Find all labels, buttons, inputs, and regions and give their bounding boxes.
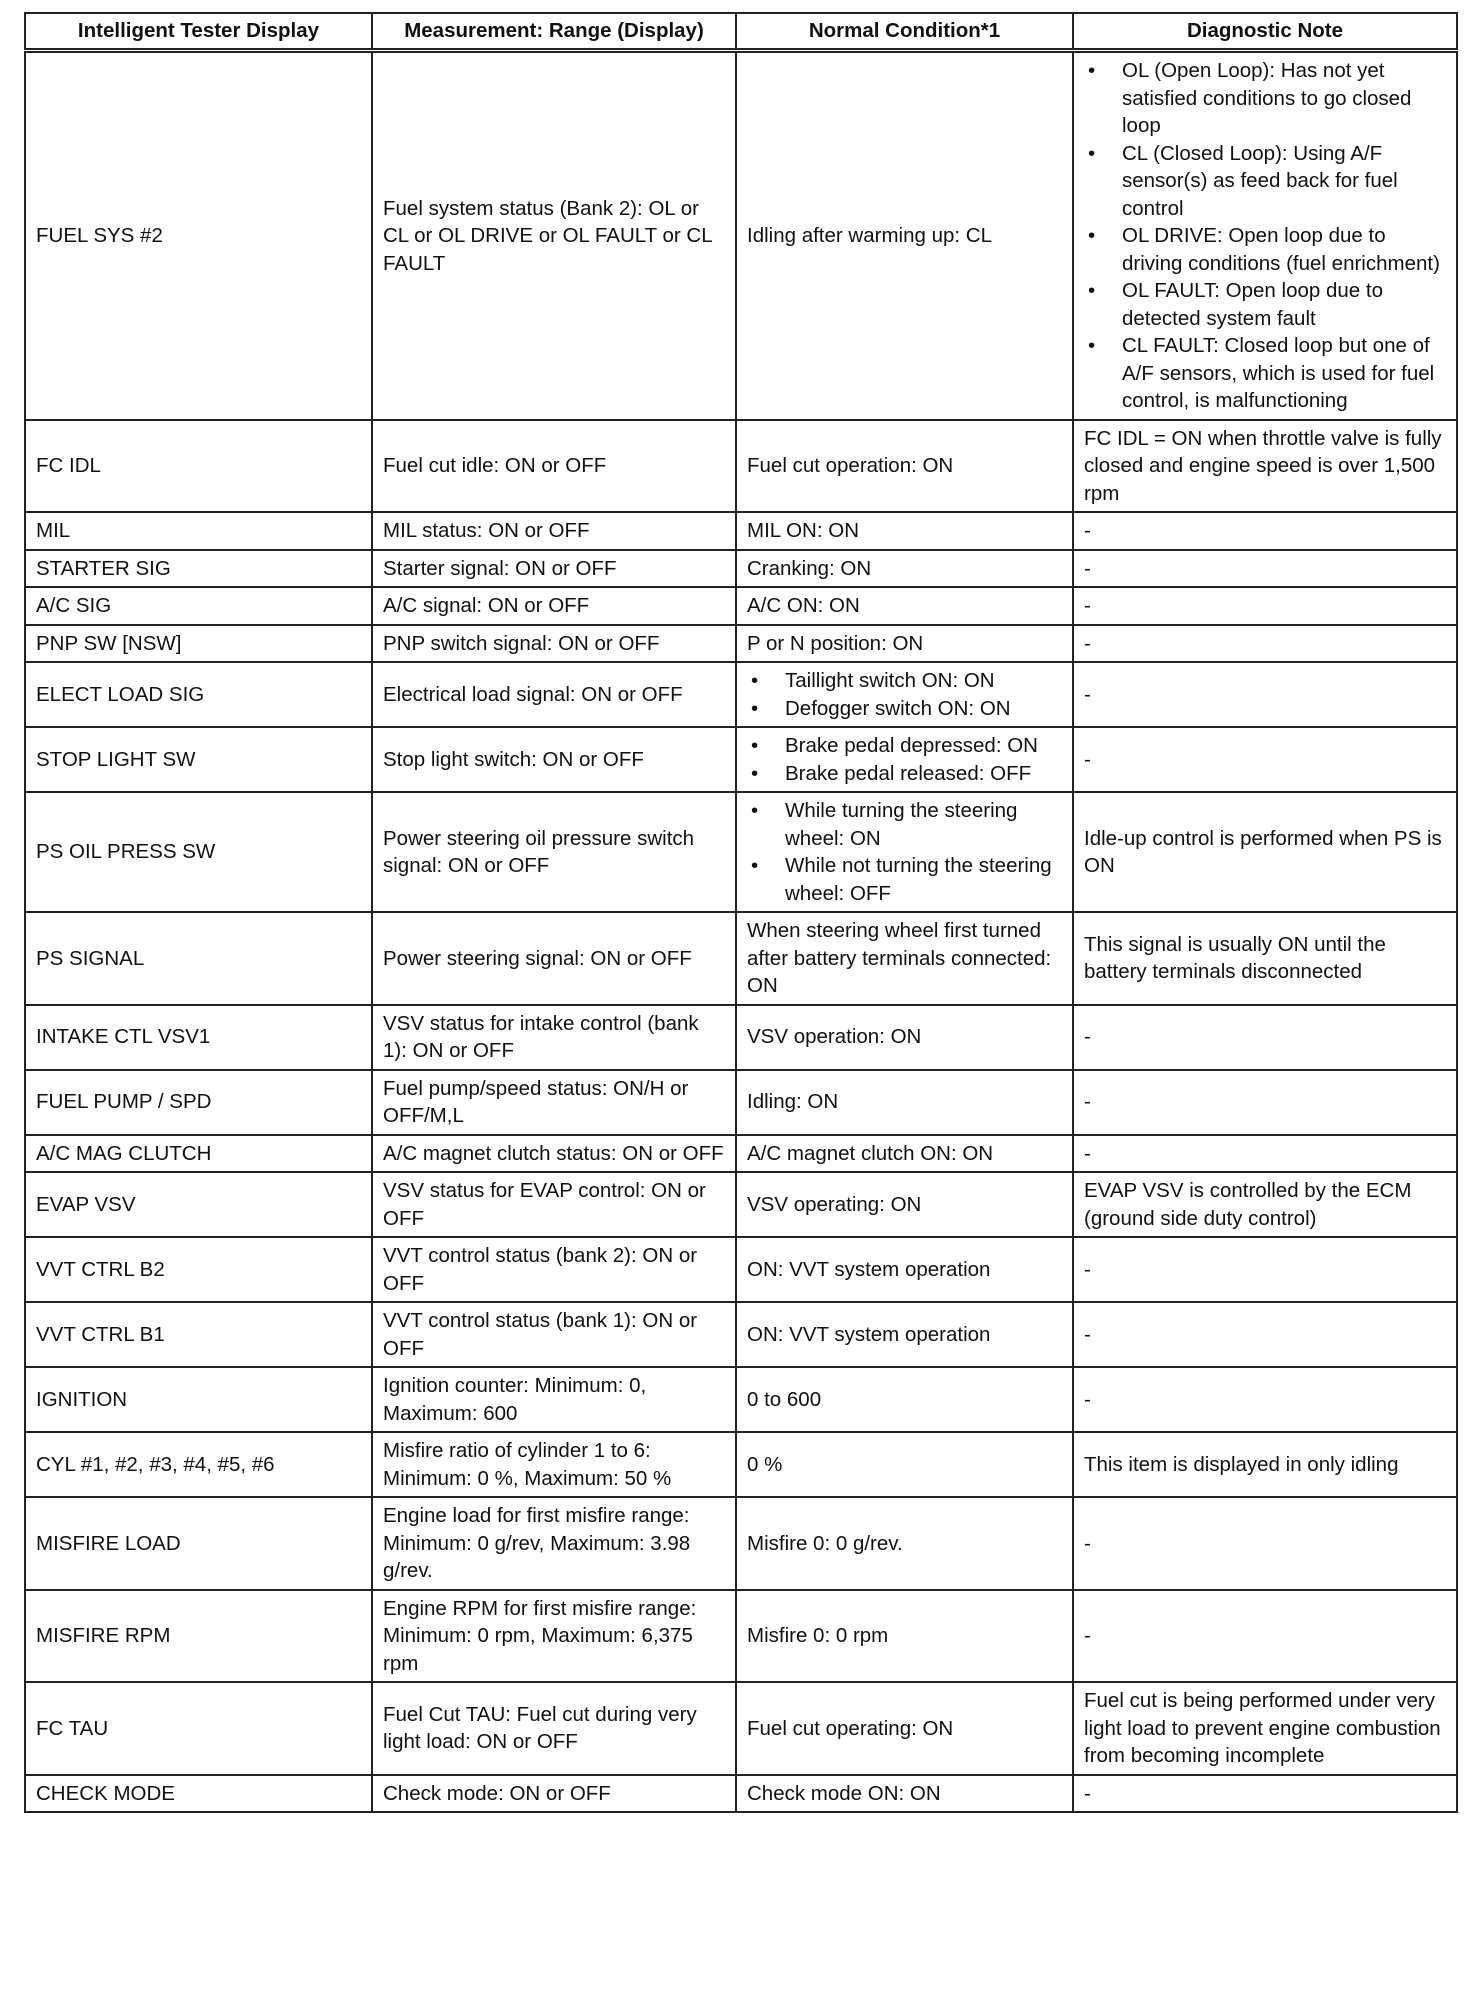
table-row bbox=[25, 1497, 1457, 1590]
cell-measurement-range: Misfire ratio of cylinder 1 to 6: Minimum: 0 %, Maximum: 50 % bbox=[372, 1432, 736, 1497]
cell-tester-display: EVAP VSV bbox=[25, 1172, 372, 1237]
table-row bbox=[25, 1302, 1457, 1367]
cell-diagnostic-note: EVAP VSV is controlled by the ECM (ground side duty control) bbox=[1073, 1172, 1457, 1237]
cell-normal-condition: When steering wheel first turned after battery terminals connected: ON bbox=[736, 912, 1073, 1005]
cell-diagnostic-note: FC IDL = ON when throttle valve is fully closed and engine speed is over 1,500 rpm bbox=[1073, 420, 1457, 513]
cell-diagnostic-note: - bbox=[1073, 1005, 1457, 1070]
cell-tester-display: A/C SIG bbox=[25, 587, 372, 625]
cell-measurement-range: Fuel cut idle: ON or OFF bbox=[372, 420, 736, 513]
cell-measurement-range: Ignition counter: Minimum: 0, Maximum: 600 bbox=[372, 1367, 736, 1432]
cell-normal-condition: VSV operation: ON bbox=[736, 1005, 1073, 1070]
cell-tester-display: ELECT LOAD SIG bbox=[25, 662, 372, 727]
cell-tester-display: FC TAU bbox=[25, 1682, 372, 1775]
cell-measurement-range: Power steering signal: ON or OFF bbox=[372, 912, 736, 1005]
cell-tester-display: IGNITION bbox=[25, 1367, 372, 1432]
table-row bbox=[25, 727, 1457, 792]
cell-measurement-range: VVT control status (bank 2): ON or OFF bbox=[372, 1237, 736, 1302]
cell-measurement-range: Stop light switch: ON or OFF bbox=[372, 727, 736, 792]
cell-normal-condition bbox=[736, 727, 1073, 792]
cell-measurement-range: Fuel system status (Bank 2): OL or CL or OL DRIVE or OL FAULT or CL FAULT bbox=[372, 51, 736, 420]
table-row bbox=[25, 1172, 1457, 1237]
cell-diagnostic-note: - bbox=[1073, 1302, 1457, 1367]
cell-diagnostic-note: - bbox=[1073, 550, 1457, 588]
cell-normal-condition: A/C magnet clutch ON: ON bbox=[736, 1135, 1073, 1173]
cell-measurement-range: Engine RPM for first misfire range: Minimum: 0 rpm, Maximum: 6,375 rpm bbox=[372, 1590, 736, 1683]
header-measurement-range: Measurement: Range (Display) bbox=[372, 13, 736, 51]
cell-measurement-range: VSV status for intake control (bank 1): ON or OFF bbox=[372, 1005, 736, 1070]
cell-measurement-range: Power steering oil pressure switch signal: ON or OFF bbox=[372, 792, 736, 912]
cell-normal-condition: A/C ON: ON bbox=[736, 587, 1073, 625]
cell-diagnostic-note: - bbox=[1073, 1135, 1457, 1173]
cell-tester-display: VVT CTRL B1 bbox=[25, 1302, 372, 1367]
table-row bbox=[25, 912, 1457, 1005]
header-tester-display: Intelligent Tester Display bbox=[25, 13, 372, 51]
cell-measurement-range: VSV status for EVAP control: ON or OFF bbox=[372, 1172, 736, 1237]
table-row bbox=[25, 792, 1457, 912]
bullet-list bbox=[747, 797, 1062, 907]
table-row bbox=[25, 1432, 1457, 1497]
list-item: • Taillight switch ON: ON bbox=[747, 667, 1062, 695]
cell-tester-display: PNP SW [NSW] bbox=[25, 625, 372, 663]
list-item: • OL FAULT: Open loop due to detected system fault bbox=[1084, 277, 1446, 332]
cell-normal-condition: VSV operating: ON bbox=[736, 1172, 1073, 1237]
cell-diagnostic-note: - bbox=[1073, 727, 1457, 792]
cell-measurement-range: Electrical load signal: ON or OFF bbox=[372, 662, 736, 727]
cell-tester-display: PS SIGNAL bbox=[25, 912, 372, 1005]
table-row bbox=[25, 1590, 1457, 1683]
table-row bbox=[25, 1682, 1457, 1775]
cell-tester-display: CYL #1, #2, #3, #4, #5, #6 bbox=[25, 1432, 372, 1497]
cell-normal-condition: Misfire 0: 0 g/rev. bbox=[736, 1497, 1073, 1590]
list-item: • CL FAULT: Closed loop but one of A/F sensors, which is used for fuel control, is malfunctioning bbox=[1084, 332, 1446, 415]
cell-diagnostic-note: - bbox=[1073, 1775, 1457, 1813]
table-row bbox=[25, 662, 1457, 727]
table-row bbox=[25, 1775, 1457, 1813]
list-item: • While turning the steering wheel: ON bbox=[747, 797, 1062, 852]
bullet-list bbox=[747, 667, 1062, 722]
table-row bbox=[25, 625, 1457, 663]
cell-normal-condition: MIL ON: ON bbox=[736, 512, 1073, 550]
table-row bbox=[25, 512, 1457, 550]
list-item: • CL (Closed Loop): Using A/F sensor(s) as feed back for fuel control bbox=[1084, 140, 1446, 223]
cell-tester-display: STOP LIGHT SW bbox=[25, 727, 372, 792]
cell-normal-condition: Misfire 0: 0 rpm bbox=[736, 1590, 1073, 1683]
cell-measurement-range: Fuel Cut TAU: Fuel cut during very light load: ON or OFF bbox=[372, 1682, 736, 1775]
cell-diagnostic-note: - bbox=[1073, 625, 1457, 663]
cell-normal-condition: ON: VVT system operation bbox=[736, 1237, 1073, 1302]
list-item: • OL DRIVE: Open loop due to driving conditions (fuel enrichment) bbox=[1084, 222, 1446, 277]
cell-tester-display: INTAKE CTL VSV1 bbox=[25, 1005, 372, 1070]
table-row bbox=[25, 1367, 1457, 1432]
bullet-list bbox=[1084, 57, 1446, 415]
cell-measurement-range: Engine load for first misfire range: Minimum: 0 g/rev, Maximum: 3.98 g/rev. bbox=[372, 1497, 736, 1590]
document-page bbox=[24, 12, 1456, 1813]
cell-diagnostic-note: This item is displayed in only idling bbox=[1073, 1432, 1457, 1497]
cell-diagnostic-note: - bbox=[1073, 1070, 1457, 1135]
table-row bbox=[25, 587, 1457, 625]
cell-measurement-range: Starter signal: ON or OFF bbox=[372, 550, 736, 588]
cell-tester-display: MISFIRE LOAD bbox=[25, 1497, 372, 1590]
cell-measurement-range: Fuel pump/speed status: ON/H or OFF/M,L bbox=[372, 1070, 736, 1135]
cell-normal-condition: Idling: ON bbox=[736, 1070, 1073, 1135]
table-row bbox=[25, 51, 1457, 420]
cell-diagnostic-note: Idle-up control is performed when PS is ON bbox=[1073, 792, 1457, 912]
cell-tester-display: STARTER SIG bbox=[25, 550, 372, 588]
cell-normal-condition: 0 % bbox=[736, 1432, 1073, 1497]
cell-measurement-range: PNP switch signal: ON or OFF bbox=[372, 625, 736, 663]
cell-measurement-range: MIL status: ON or OFF bbox=[372, 512, 736, 550]
cell-diagnostic-note: This signal is usually ON until the battery terminals disconnected bbox=[1073, 912, 1457, 1005]
cell-tester-display: CHECK MODE bbox=[25, 1775, 372, 1813]
table-row bbox=[25, 550, 1457, 588]
cell-normal-condition bbox=[736, 792, 1073, 912]
cell-measurement-range: Check mode: ON or OFF bbox=[372, 1775, 736, 1813]
header-row bbox=[25, 13, 1457, 51]
cell-diagnostic-note bbox=[1073, 51, 1457, 420]
cell-diagnostic-note: Fuel cut is being performed under very light load to prevent engine combustion from becoming incomplete bbox=[1073, 1682, 1457, 1775]
table-row bbox=[25, 1070, 1457, 1135]
table-row bbox=[25, 1005, 1457, 1070]
cell-normal-condition: 0 to 600 bbox=[736, 1367, 1073, 1432]
cell-tester-display: A/C MAG CLUTCH bbox=[25, 1135, 372, 1173]
bullet-list bbox=[747, 732, 1062, 787]
cell-diagnostic-note: - bbox=[1073, 512, 1457, 550]
list-item: • OL (Open Loop): Has not yet satisfied conditions to go closed loop bbox=[1084, 57, 1446, 140]
cell-tester-display: FUEL SYS #2 bbox=[25, 51, 372, 420]
cell-normal-condition: P or N position: ON bbox=[736, 625, 1073, 663]
cell-tester-display: FUEL PUMP / SPD bbox=[25, 1070, 372, 1135]
table-row bbox=[25, 420, 1457, 513]
cell-normal-condition: Fuel cut operation: ON bbox=[736, 420, 1073, 513]
cell-tester-display: FC IDL bbox=[25, 420, 372, 513]
cell-diagnostic-note: - bbox=[1073, 1590, 1457, 1683]
list-item: • Brake pedal depressed: ON bbox=[747, 732, 1062, 760]
cell-normal-condition: Cranking: ON bbox=[736, 550, 1073, 588]
cell-diagnostic-note: - bbox=[1073, 1497, 1457, 1590]
cell-diagnostic-note: - bbox=[1073, 587, 1457, 625]
cell-tester-display: VVT CTRL B2 bbox=[25, 1237, 372, 1302]
cell-normal-condition bbox=[736, 662, 1073, 727]
cell-normal-condition: Check mode ON: ON bbox=[736, 1775, 1073, 1813]
cell-diagnostic-note: - bbox=[1073, 1237, 1457, 1302]
list-item: • While not turning the steering wheel: OFF bbox=[747, 852, 1062, 907]
cell-measurement-range: A/C magnet clutch status: ON or OFF bbox=[372, 1135, 736, 1173]
cell-measurement-range: VVT control status (bank 1): ON or OFF bbox=[372, 1302, 736, 1367]
cell-normal-condition: Fuel cut operating: ON bbox=[736, 1682, 1073, 1775]
table-row bbox=[25, 1135, 1457, 1173]
cell-normal-condition: Idling after warming up: CL bbox=[736, 51, 1073, 420]
data-list-table bbox=[24, 12, 1458, 1813]
cell-normal-condition: ON: VVT system operation bbox=[736, 1302, 1073, 1367]
table-row bbox=[25, 1237, 1457, 1302]
cell-tester-display: MISFIRE RPM bbox=[25, 1590, 372, 1683]
list-item: • Defogger switch ON: ON bbox=[747, 695, 1062, 723]
header-diagnostic-note: Diagnostic Note bbox=[1073, 13, 1457, 51]
list-item: • Brake pedal released: OFF bbox=[747, 760, 1062, 788]
cell-diagnostic-note: - bbox=[1073, 1367, 1457, 1432]
cell-diagnostic-note: - bbox=[1073, 662, 1457, 727]
cell-measurement-range: A/C signal: ON or OFF bbox=[372, 587, 736, 625]
cell-tester-display: PS OIL PRESS SW bbox=[25, 792, 372, 912]
cell-tester-display: MIL bbox=[25, 512, 372, 550]
header-normal-condition: Normal Condition*1 bbox=[736, 13, 1073, 51]
